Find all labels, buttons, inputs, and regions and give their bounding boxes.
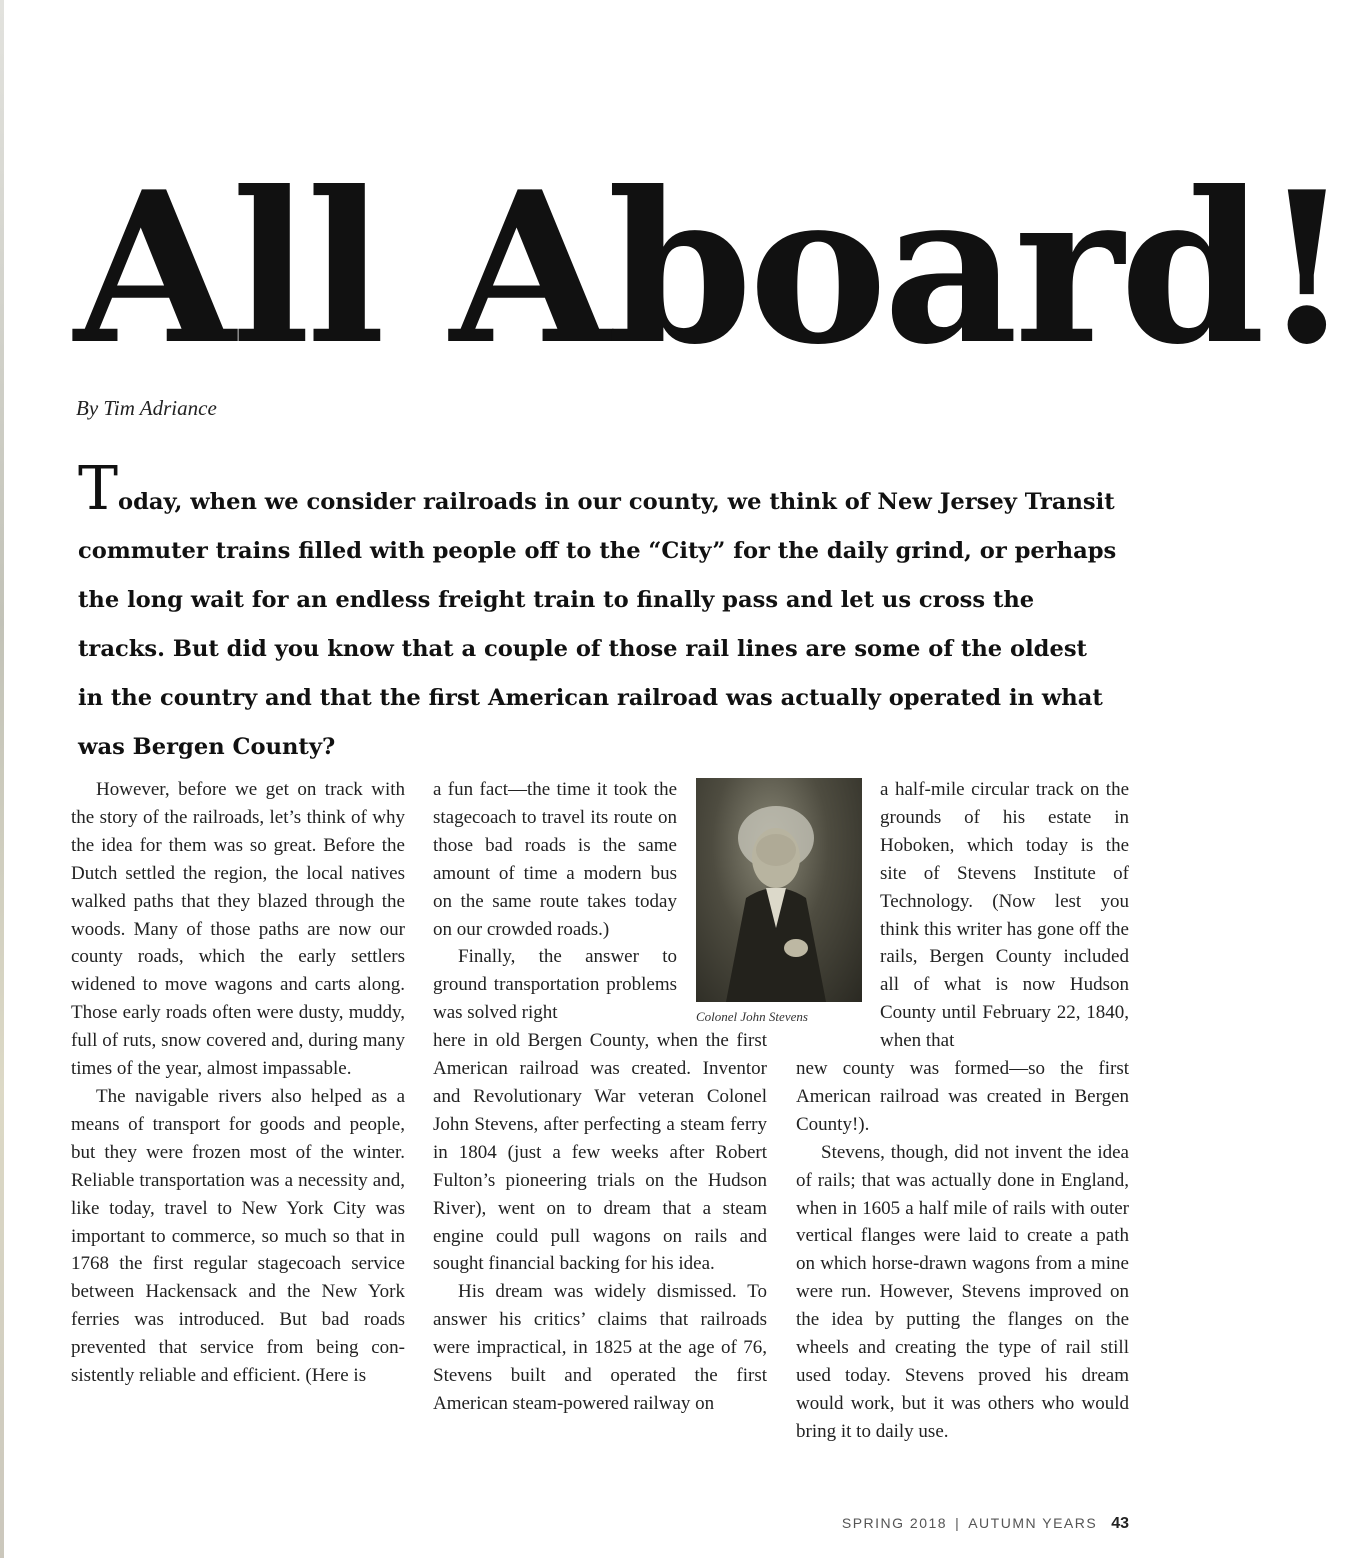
drop-cap: T xyxy=(78,454,119,524)
footer-publication: AUTUMN YEARS xyxy=(968,1515,1098,1531)
body-column-1 xyxy=(71,776,405,1390)
body-paragraph-continued: a half-mile circular track on the grounds of his estate in Hoboken, which today is the site of Stevens Institute of Technology. (Now lest you think this writer has gone off the rails, Bergen County included all of what is now Hudson County until February 22, 1840, when that xyxy=(880,779,1129,1052)
body-paragraph: The navigable rivers also helped as a means of transport for goods and people, but they were frozen most of the winter. Reliable transportation was a necessity and, like today, travel to New York City was important to commerce, so much so that in 1768 the first regular stagecoach service between Hackensack and the New York ferries was introduced. But bad roads prevented that service from being consistently reliable and efficient. (Here is xyxy=(71,1085,405,1387)
portrait-photo xyxy=(696,778,862,1002)
footer-separator: | xyxy=(955,1515,961,1531)
body-paragraph: Stevens, though, did not invent the idea of rails; that was actually done in England, when in 1605 a half mile of rails with outer vertical flanges were laid to create a path on which horse-drawn wagons from a mine were run. However, Stevens improved on the idea by putting the flanges on the wheels and creating the type of rail still used today. Stevens proved his dream would work, but it was others who would bring it to daily use. xyxy=(796,1141,1129,1442)
body-paragraph-continued: new county was formed—so the first American railroad was created in Bergen County!). xyxy=(796,1058,1129,1135)
body-paragraph: Finally, the answer to ground transportation problems was solved right xyxy=(433,946,677,1024)
photo-caption: Colonel John Stevens xyxy=(696,1009,808,1024)
body-paragraph: However, before we get on track with the story of the railroads, let’s think of why the idea for them was so great. Before the Dutch settled the region, the local natives walked paths that they blazed through the woods. Many of those paths are now our county roads, which the early settlers widened to move wagons and carts along. Those early roads often were dusty, muddy, full of ruts, snow covered and, during many times of the year, almost impassable. xyxy=(71,779,405,1080)
intro-text: oday, when we consider railroads in our county, we think of New Jersey Transit commuter trains filled with people off to the “City” for the daily grind, or perhaps the long wait for an endless freight train to finally pass and let us cross the tracks. But did you know that a couple of those rail lines are some of the oldest in the country and that the first American railroad was actually operated in what was Bergen County? xyxy=(78,489,1117,760)
footer-season: SPRING 2018 xyxy=(841,1515,948,1531)
page-edge xyxy=(0,0,4,1558)
page-number: 43 xyxy=(1111,1515,1129,1532)
headline: All Aboard! xyxy=(74,147,1348,391)
body-paragraph-continued: here in old Bergen County, when the first American railroad was created. Inventor and Revolutionary War veteran Colonel John Stevens, after perfecting a steam ferry in 1804 (just a few weeks after Robert Fulton’s pioneering trials on the Hudson River), went on to dream that a steam engine could pull wagons on rails and sought financial backing for his idea. xyxy=(433,1030,767,1275)
page-footer xyxy=(842,1515,1129,1533)
body-paragraph: His dream was widely dismissed. To answer his critics’ claims that railroads were impractical, in 1825 at the age of 76, Stevens built and operated the first American steam-powered railway on xyxy=(433,1281,767,1414)
body-column-3 xyxy=(796,1055,1129,1446)
intro-paragraph xyxy=(78,454,1118,772)
byline: By Tim Adriance xyxy=(76,396,217,420)
body-column-3-top xyxy=(880,776,1129,1055)
body-paragraph-continued: a fun fact—the time it took the stagecoach to travel its route on those bad roads is the same amount of time a modern bus on the same route takes today on our crowded roads.) xyxy=(433,779,677,940)
